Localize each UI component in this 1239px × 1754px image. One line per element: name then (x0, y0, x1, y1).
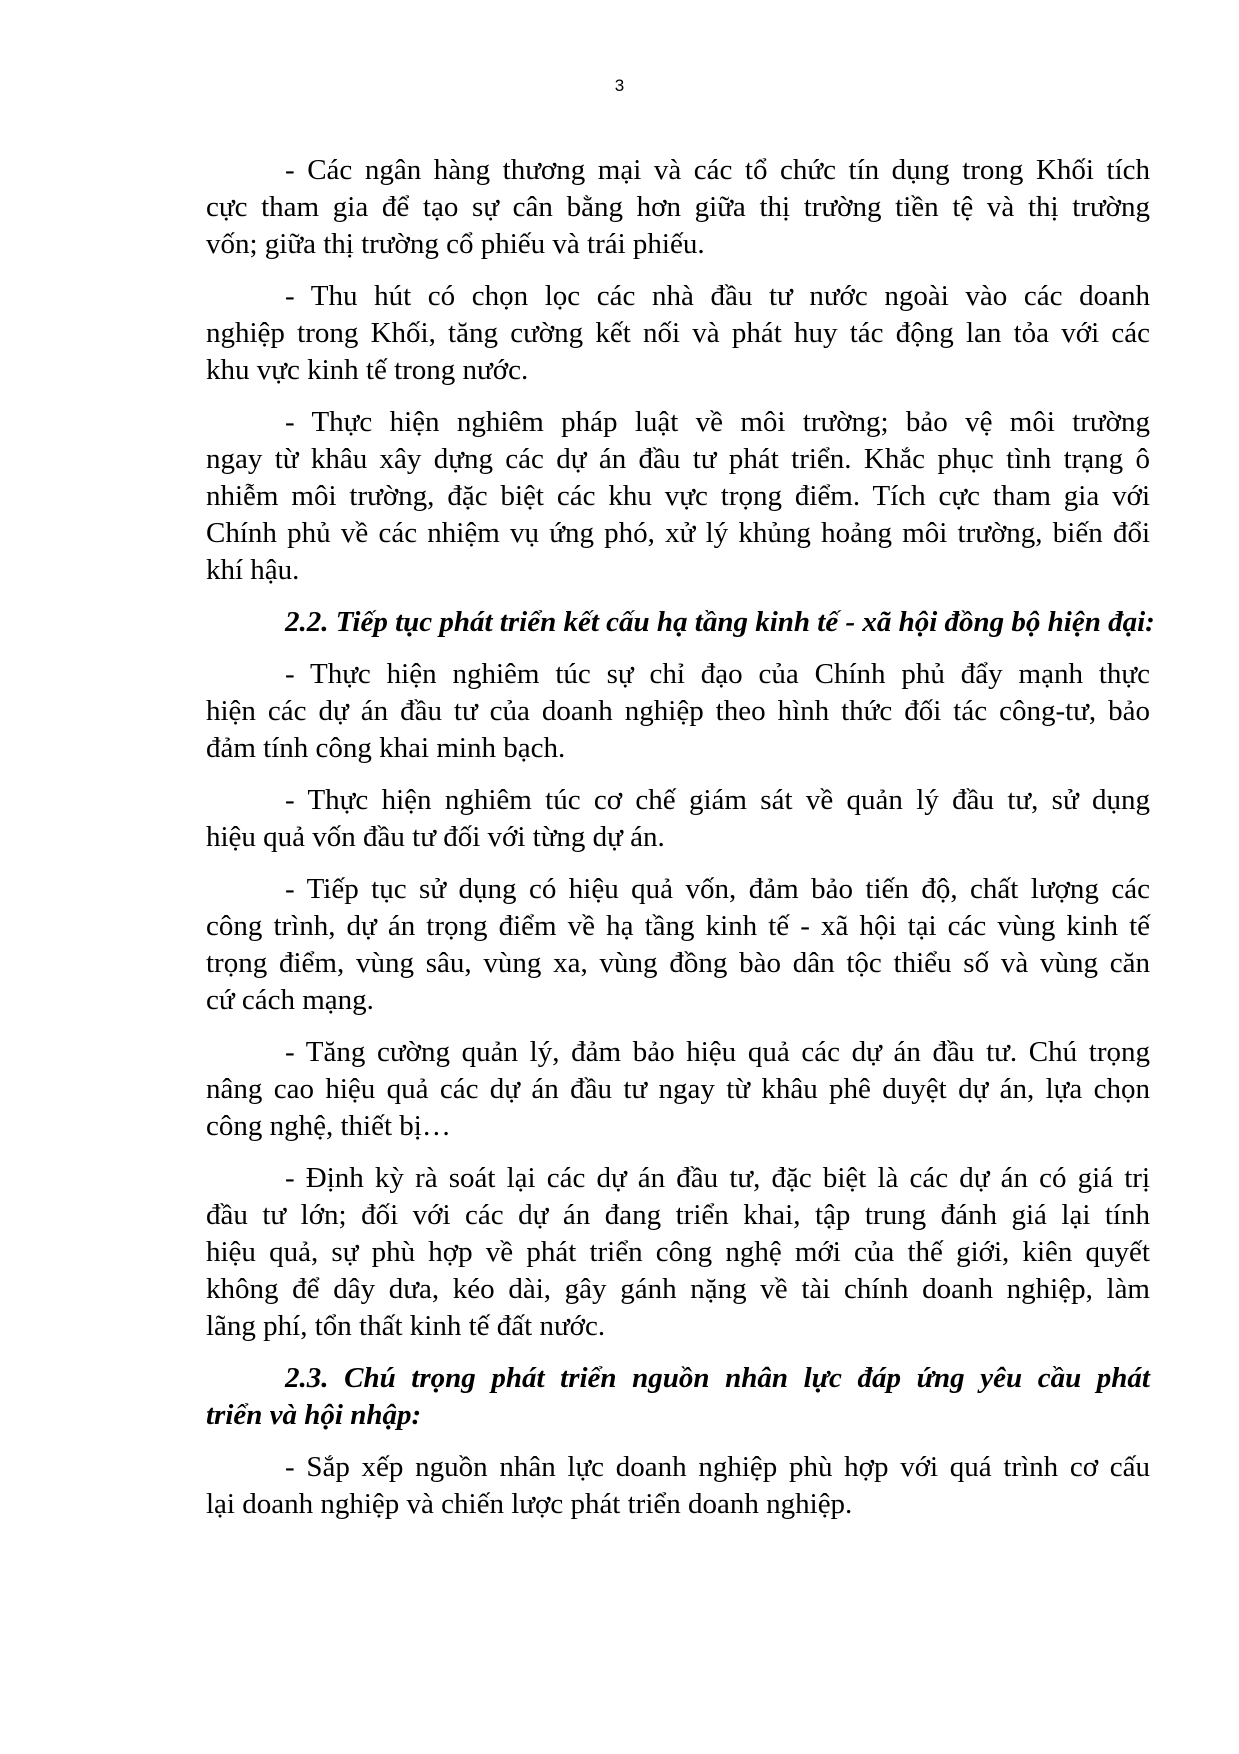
text-line: khu vực kinh tế trong nước. (206, 354, 529, 386)
text-line: 2.3. Chú trọng phát triển nguồn nhân lực đáp ứng yêu cầu phát (285, 1362, 1150, 1394)
text-line: không để dây dưa, kéo dài, gây gánh nặng về tài chính doanh nghiệp, làm (206, 1273, 1150, 1305)
text-line: - Định kỳ rà soát lại các dự án đầu tư, đặc biệt là các dự án có giá trị (285, 1162, 1150, 1194)
text-line: - Các ngân hàng thương mại và các tổ chức tín dụng trong Khối tích (285, 154, 1150, 186)
text-line: vốn; giữa thị trường cổ phiếu và trái phiếu. (206, 228, 705, 260)
paragraph (206, 1160, 1150, 1345)
text-line: trọng điểm, vùng sâu, vùng xa, vùng đồng bào dân tộc thiểu số và vùng căn (206, 947, 1150, 979)
text-line: hiệu quả vốn đầu tư đối với từng dự án. (206, 821, 665, 853)
page-number: 3 (614, 76, 625, 95)
text-line: công nghệ, thiết bị… (206, 1110, 451, 1142)
text-line: cực tham gia để tạo sự cân bằng hơn giữa thị trường tiền tệ và thị trường (206, 191, 1150, 223)
paragraph (206, 152, 1150, 263)
section-heading (206, 1360, 1150, 1434)
text-line: lại doanh nghiệp và chiến lược phát triển doanh nghiệp. (206, 1488, 853, 1520)
text-line: - Thực hiện nghiêm túc cơ chế giám sát về quản lý đầu tư, sử dụng (285, 784, 1150, 816)
paragraph (206, 278, 1150, 389)
document-body (206, 152, 1155, 1538)
text-line: đảm tính công khai minh bạch. (206, 732, 566, 764)
text-line: - Thực hiện nghiêm pháp luật về môi trường; bảo vệ môi trường (285, 406, 1150, 438)
text-line: cứ cách mạng. (206, 984, 374, 1016)
paragraph (206, 1449, 1150, 1523)
text-line: đầu tư lớn; đối với các dự án đang triển khai, tập trung đánh giá lại tính (206, 1199, 1150, 1231)
text-line: ngay từ khâu xây dựng các dự án đầu tư phát triển. Khắc phục tình trạng ô (206, 443, 1150, 475)
paragraph (206, 656, 1150, 767)
text-line: lãng phí, tổn thất kinh tế đất nước. (206, 1310, 606, 1342)
text-line: hiện các dự án đầu tư của doanh nghiệp theo hình thức đối tác công-tư, bảo (206, 695, 1150, 727)
text-line: công trình, dự án trọng điểm về hạ tầng kinh tế - xã hội tại các vùng kinh tế (206, 910, 1150, 942)
text-line: nghiệp trong Khối, tăng cường kết nối và phát huy tác động lan tỏa với các (206, 317, 1150, 349)
text-line: nâng cao hiệu quả các dự án đầu tư ngay từ khâu phê duyệt dự án, lựa chọn (206, 1073, 1150, 1105)
text-line: Chính phủ về các nhiệm vụ ứng phó, xử lý khủng hoảng môi trường, biến đổi (206, 517, 1150, 549)
text-line: hiệu quả, sự phù hợp về phát triển công nghệ mới của thế giới, kiên quyết (206, 1236, 1150, 1268)
text-line: 2.2. Tiếp tục phát triển kết cấu hạ tầng kinh tế - xã hội đồng bộ hiện đại: (285, 606, 1155, 638)
paragraph (206, 1034, 1150, 1145)
text-line: khí hậu. (206, 554, 300, 586)
text-line: - Tăng cường quản lý, đảm bảo hiệu quả các dự án đầu tư. Chú trọng (285, 1036, 1150, 1068)
section-heading (206, 604, 1155, 641)
text-line: triển và hội nhập: (206, 1399, 422, 1431)
paragraph (206, 782, 1150, 856)
paragraph (206, 404, 1150, 589)
text-line: nhiễm môi trường, đặc biệt các khu vực trọng điểm. Tích cực tham gia với (206, 480, 1150, 512)
paragraph (206, 871, 1150, 1019)
text-line: - Tiếp tục sử dụng có hiệu quả vốn, đảm bảo tiến độ, chất lượng các (285, 873, 1150, 905)
text-line: - Sắp xếp nguồn nhân lực doanh nghiệp phù hợp với quá trình cơ cấu (285, 1451, 1150, 1483)
text-line: - Thu hút có chọn lọc các nhà đầu tư nước ngoài vào các doanh (285, 280, 1150, 312)
text-line: - Thực hiện nghiêm túc sự chỉ đạo của Chính phủ đẩy mạnh thực (285, 658, 1150, 690)
